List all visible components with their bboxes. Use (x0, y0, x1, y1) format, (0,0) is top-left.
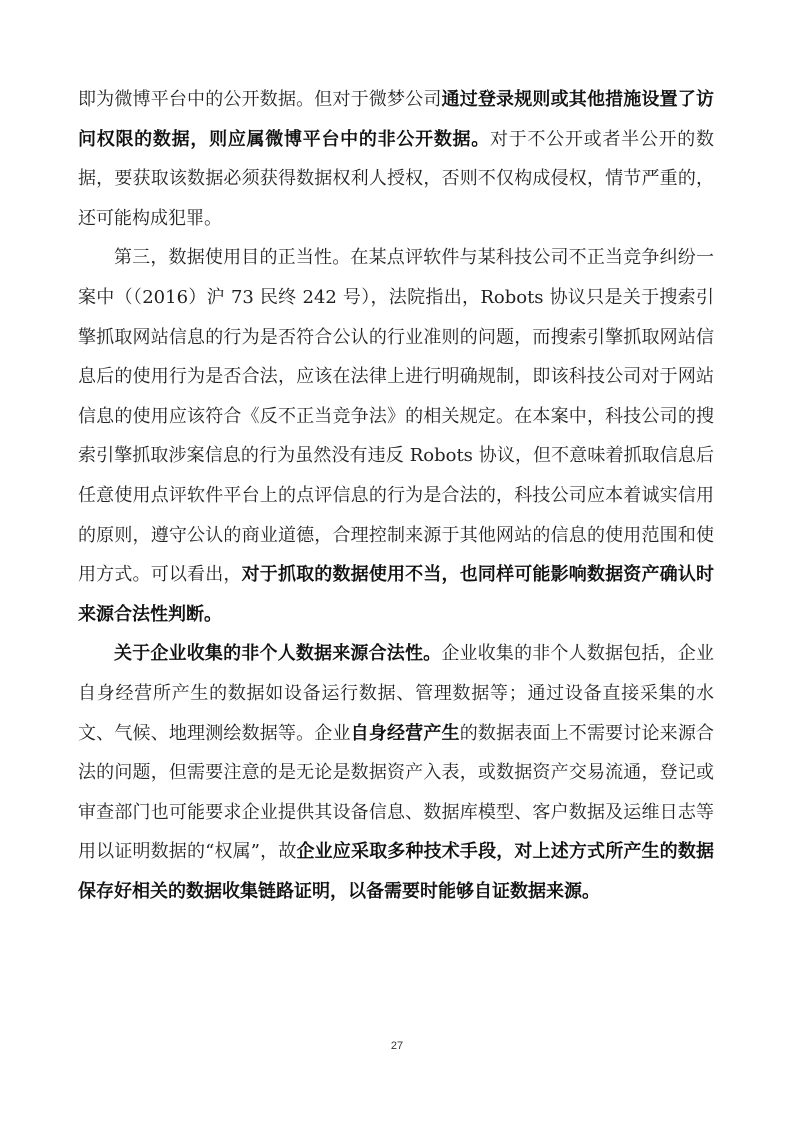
bold-span: 企业应采取多种技术手段，对上述方式所产生的数据保存好相关的数据收集链路证明，以备需要时能够自证数据来源。 (78, 841, 714, 902)
text-span: 的数据表面上不需要讨论来源合法的问题，但需要注意的是无论是数据资产入表，或数据资产交易流通，登记或审查部门也可能要求企业提供其设备信息、数据库模型、客户数据及运维日志等用以证明数据的“权属”，故 (78, 722, 715, 863)
text-span: 即为微博平台中的公开数据。但对于微梦公司 (78, 89, 442, 110)
text-span: 对于不公开或者半公开的数据，要获取该数据必须获得数据权利人授权，否则不仅构成侵权，情节严重的，还可能构成犯罪。 (78, 128, 714, 229)
paragraph-2 (78, 238, 714, 634)
bold-span: 对于抓取的数据使用不当，也同样可能影响数据资产确认时来源合法性判断。 (78, 564, 715, 625)
bold-span: 通过登录规则或其他措施设置了访问权限的数据，则应属微博平台中的非公开数据。 (78, 89, 715, 150)
text-span: 企业收集的非个人数据包括，企业自身经营所产生的数据如设备运行数据、管理数据等；通过设备直接采集的水文、气候、地理测绘数据等。企业 (78, 643, 714, 744)
text-span: 第三，数据使用目的正当性。在某点评软件与某科技公司不正当竞争纠纷一案中（（2016）沪 73 民终 242 号），法院指出，Robots 协议只是关于搜索引擎抓取网站信息的行为是否符合公认的行业准则的问题，而搜索引擎抓取网站信息后的使用行为是否合法，应该在法律上进行明确规制，即该科技公司对于网站信息的使用应该符合《反不正当竞争法》的相关规定。在本案中，科技公司的搜索引擎抓取涉案信息的行为虽然没有违反 Robots 协议，但不意味着抓取信息后任意使用点评软件平台上的点评信息的行为是合法的，科技公司应本着诚实信用的原则，遵守公认的商业道德，合理控制来源于其他网站的信息的使用范围和使用方式。可以看出， (78, 247, 714, 586)
paragraph-3 (78, 634, 714, 911)
bold-span: 关于企业收集的非个人数据来源合法性。 (114, 643, 442, 665)
page-number: 27 (390, 1040, 404, 1052)
bold-span: 自身经营产生 (350, 722, 460, 744)
body-text (78, 80, 714, 911)
paragraph-1 (78, 80, 714, 238)
